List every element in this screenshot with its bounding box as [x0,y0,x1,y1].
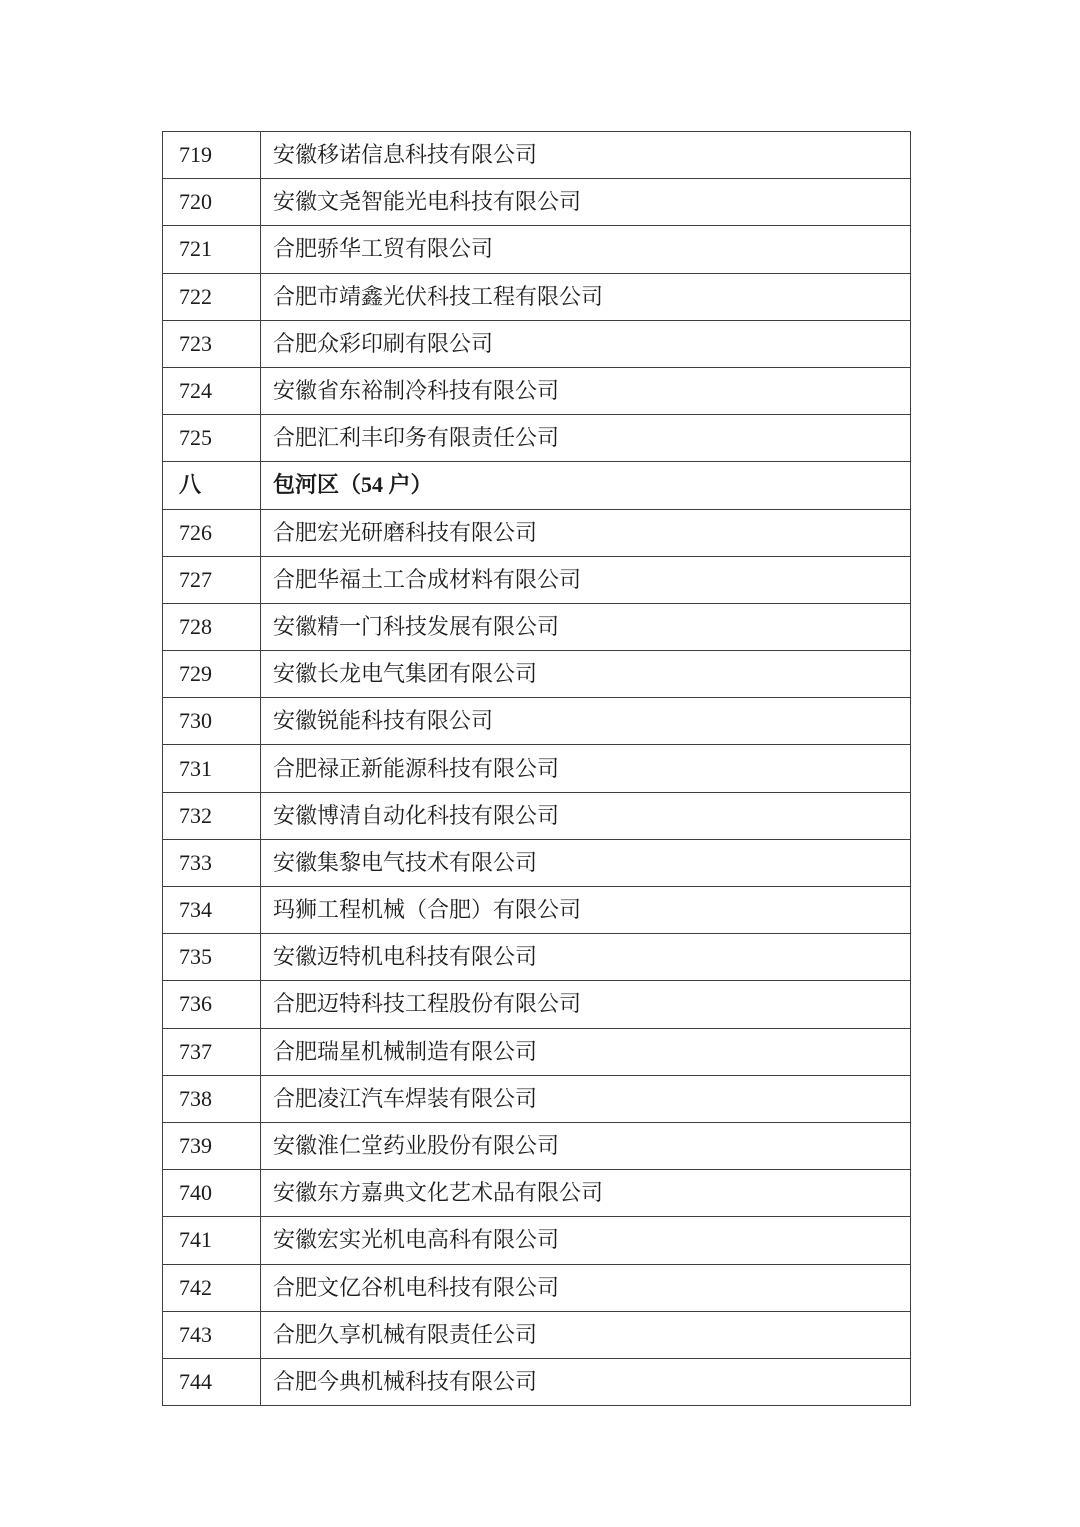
table-row [163,745,911,792]
company-name: 安徽博清自动化科技有限公司 [261,792,911,839]
company-name: 安徽淮仁堂药业股份有限公司 [261,1122,911,1169]
table-row [163,1264,911,1311]
company-name: 安徽省东裕制冷科技有限公司 [261,367,911,414]
row-number: 724 [163,367,261,414]
company-name: 合肥骄华工贸有限公司 [261,226,911,273]
company-name: 安徽迈特机电科技有限公司 [261,934,911,981]
table-row [163,839,911,886]
company-name: 合肥汇利丰印务有限责任公司 [261,415,911,462]
table-row [163,556,911,603]
row-number: 744 [163,1358,261,1405]
company-name: 安徽长龙电气集团有限公司 [261,651,911,698]
company-name: 包河区（54 户） [261,462,911,509]
company-name: 合肥凌江汽车焊装有限公司 [261,1075,911,1122]
company-name: 玛狮工程机械（合肥）有限公司 [261,887,911,934]
table-row [163,934,911,981]
company-name: 安徽移诺信息科技有限公司 [261,132,911,179]
row-number: 740 [163,1170,261,1217]
row-number: 741 [163,1217,261,1264]
company-list-table [162,131,911,1406]
company-name: 安徽宏实光机电高科有限公司 [261,1217,911,1264]
row-number: 730 [163,698,261,745]
company-name: 安徽锐能科技有限公司 [261,698,911,745]
table-row [163,132,911,179]
row-number: 727 [163,556,261,603]
table-row [163,603,911,650]
row-number: 719 [163,132,261,179]
row-number: 722 [163,273,261,320]
row-number: 736 [163,981,261,1028]
company-name: 合肥华福土工合成材料有限公司 [261,556,911,603]
row-number: 742 [163,1264,261,1311]
row-number: 739 [163,1122,261,1169]
company-name: 合肥宏光研磨科技有限公司 [261,509,911,556]
row-number: 732 [163,792,261,839]
table-row [163,981,911,1028]
company-name: 安徽文尧智能光电科技有限公司 [261,179,911,226]
table-row [163,415,911,462]
table-row [163,273,911,320]
row-number: 729 [163,651,261,698]
company-table-body [163,132,911,1406]
table-row [163,1170,911,1217]
table-row [163,1217,911,1264]
table-row [163,1075,911,1122]
company-name: 安徽集黎电气技术有限公司 [261,839,911,886]
row-number: 726 [163,509,261,556]
table-row [163,509,911,556]
company-name: 合肥瑞星机械制造有限公司 [261,1028,911,1075]
row-number: 743 [163,1311,261,1358]
table-row [163,367,911,414]
company-name: 合肥久享机械有限责任公司 [261,1311,911,1358]
row-number: 720 [163,179,261,226]
company-name: 合肥迈特科技工程股份有限公司 [261,981,911,1028]
table-row [163,1311,911,1358]
table-row [163,320,911,367]
company-name: 合肥市靖鑫光伏科技工程有限公司 [261,273,911,320]
company-name: 安徽精一门科技发展有限公司 [261,603,911,650]
company-name: 合肥今典机械科技有限公司 [261,1358,911,1405]
row-number: 733 [163,839,261,886]
row-number: 737 [163,1028,261,1075]
row-number: 八 [163,462,261,509]
company-name: 合肥文亿谷机电科技有限公司 [261,1264,911,1311]
company-name: 合肥禄正新能源科技有限公司 [261,745,911,792]
table-row [163,462,911,509]
table-row [163,792,911,839]
row-number: 728 [163,603,261,650]
row-number: 723 [163,320,261,367]
company-name: 安徽东方嘉典文化艺术品有限公司 [261,1170,911,1217]
row-number: 734 [163,887,261,934]
table-row [163,226,911,273]
table-row [163,1122,911,1169]
table-row [163,651,911,698]
row-number: 731 [163,745,261,792]
table-row [163,179,911,226]
table-row [163,887,911,934]
table-row [163,1358,911,1405]
row-number: 738 [163,1075,261,1122]
row-number: 725 [163,415,261,462]
row-number: 735 [163,934,261,981]
table-row [163,1028,911,1075]
company-name: 合肥众彩印刷有限公司 [261,320,911,367]
table-row [163,698,911,745]
row-number: 721 [163,226,261,273]
